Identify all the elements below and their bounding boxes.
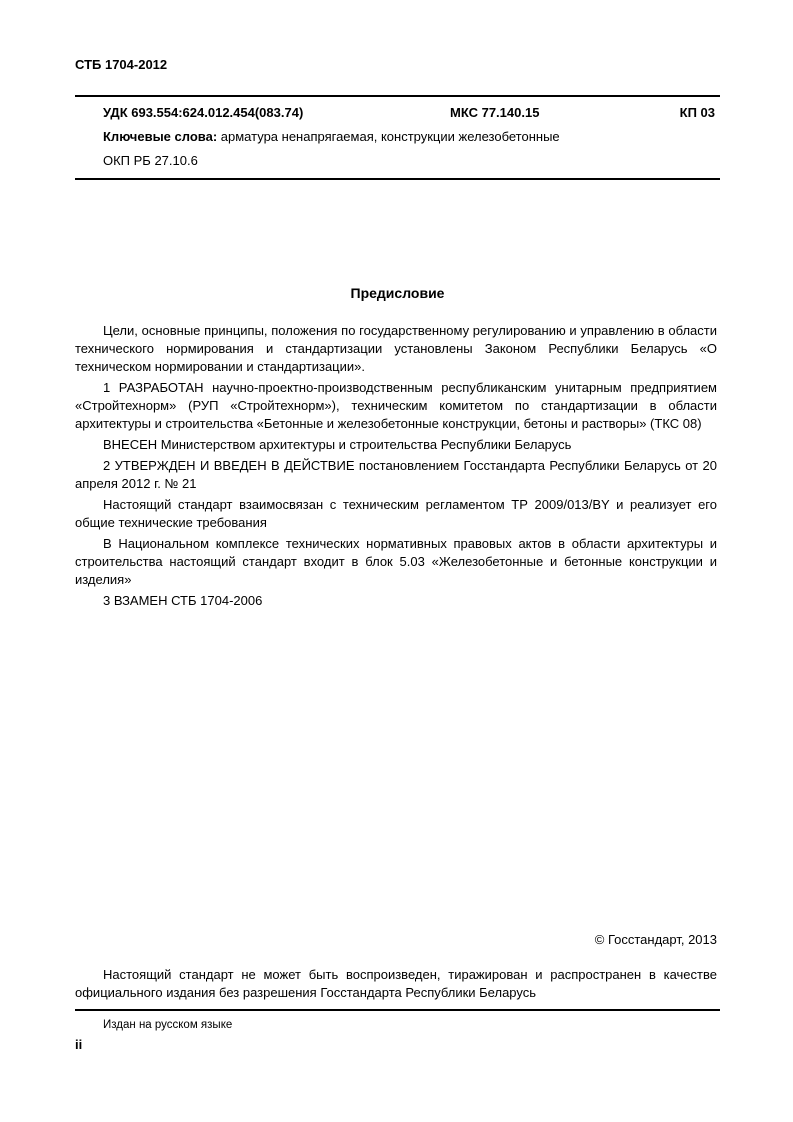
okp-code: ОКП РБ 27.10.6 bbox=[103, 153, 198, 168]
preface-paragraph: 1 РАЗРАБОТАН научно-проектно-производственным республиканским унитарным предприятием «Стройтехнорм» (РУП «Стройтехнорм»), техническим комитетом по стандартизации в области архитектуры и строительства «Бетонные и железобетонные конструкции, бетоны и растворы» (ТКС 08) bbox=[75, 380, 717, 431]
preface-paragraph: В Национальном комплексе технических нормативных правовых актов в области архитектуры и строительства настоящий стандарт входит в блок 5.03 «Железобетонные и бетонные конструкции и изделия» bbox=[75, 536, 717, 587]
meta-bottom-divider bbox=[75, 178, 720, 180]
keywords-label: Ключевые слова: bbox=[103, 129, 218, 144]
page-number: ii bbox=[75, 1037, 83, 1052]
preface-title: Предисловие bbox=[350, 285, 445, 301]
preface-paragraph: 2 УТВЕРЖДЕН И ВВЕДЕН В ДЕЙСТВИЕ постановлением Госстандарта Республики Беларусь от 20 апреля 2012 г. № 21 bbox=[75, 458, 717, 491]
udk-code: УДК 693.554:624.012.454(083.74) bbox=[103, 105, 304, 120]
keywords-value: арматура ненапрягаемая, конструкции железобетонные bbox=[217, 129, 560, 144]
language-note: Издан на русском языке bbox=[103, 1019, 233, 1031]
preface-paragraph: Настоящий стандарт взаимосвязан с техническим регламентом ТР 2009/013/BY и реализует его общие технические требования bbox=[75, 497, 717, 530]
reproduction-notice: Настоящий стандарт не может быть воспроизведен, тиражирован и распространен в качестве официального издания без разрешения Госстандарта Республики Беларусь bbox=[75, 967, 717, 1000]
preface-paragraph: 3 ВЗАМЕН СТБ 1704-2006 bbox=[103, 593, 263, 608]
document-code-header: СТБ 1704-2012 bbox=[75, 57, 168, 72]
preface-paragraph: Цели, основные принципы, положения по государственному регулированию и управлению в области технического нормирования и стандартизации установлены Законом Республики Беларусь «О техническом нормировании и стандартизации». bbox=[75, 323, 717, 374]
footer-divider bbox=[75, 1009, 720, 1011]
keywords-line bbox=[103, 129, 560, 144]
preface-paragraph: ВНЕСЕН Министерством архитектуры и строительства Республики Беларусь bbox=[103, 437, 572, 452]
preface-body bbox=[75, 322, 717, 613]
copyright-line: © Госстандарт, 2013 bbox=[594, 932, 717, 947]
mks-code: МКС 77.140.15 bbox=[450, 105, 540, 120]
kp-code: КП 03 bbox=[679, 105, 715, 120]
classification-row bbox=[103, 105, 715, 123]
top-divider bbox=[75, 95, 720, 97]
